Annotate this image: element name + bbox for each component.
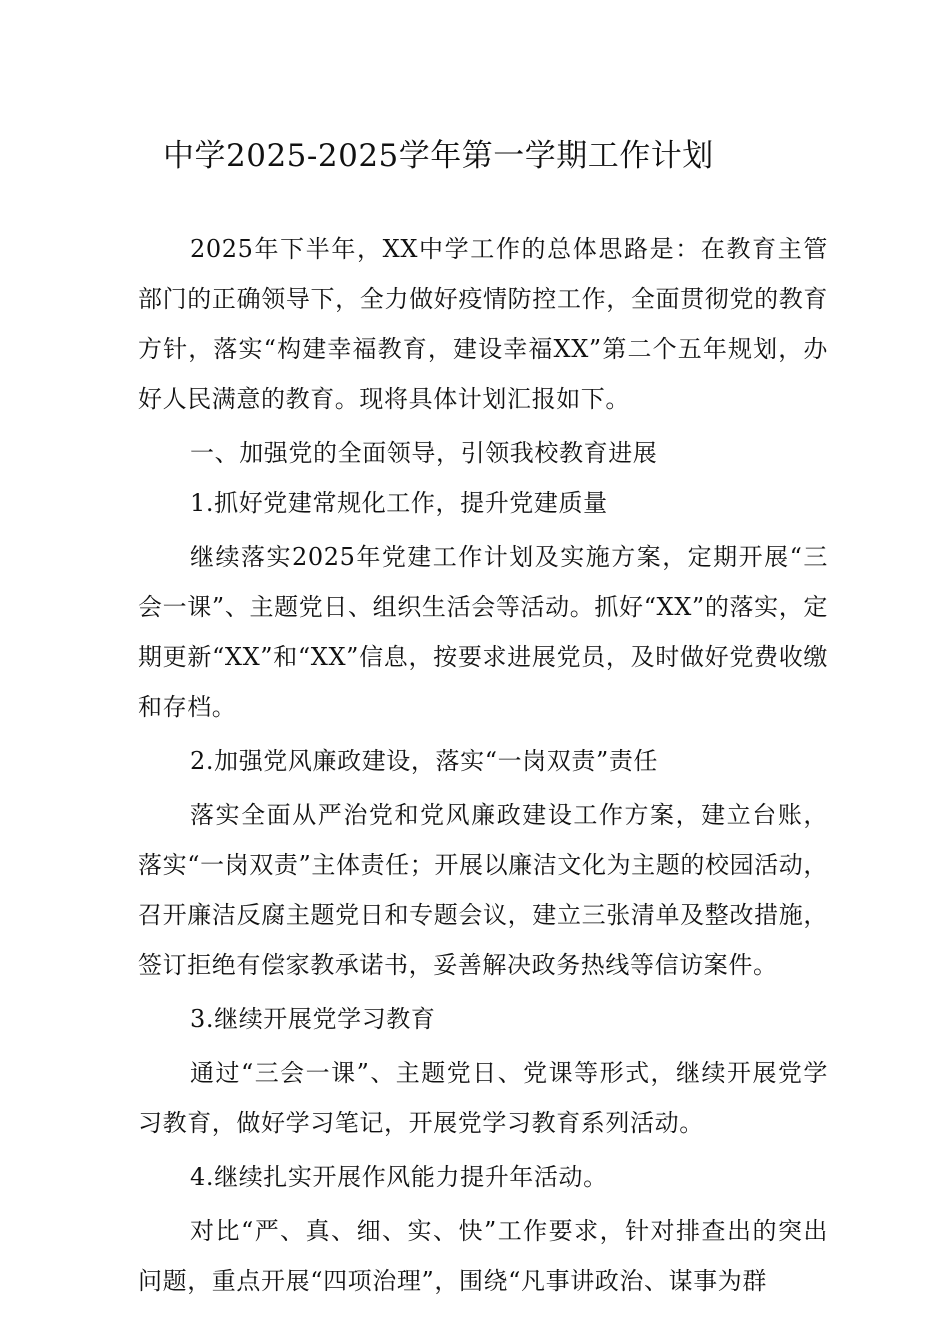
item-body-2: 落实全面从严治党和党风廉政建设工作方案，建立台账，落实“一岗双责”主体责任；开展以廉洁文化为主题的校园活动，召开廉洁反腐主题党日和专题会议，建立三张清单及整改措施，签订拒绝有偿家教承诺书，妥善解决政务热线等信访案件。 — [138, 801, 828, 979]
item-body-1: 继续落实2025年党建工作计划及实施方案，定期开展“三会一课”、主题党日、组织生活会等活动。抓好“XX”的落实，定期更新“XX”和“XX”信息，按要求进展党员，及时做好党费收缴和存档。 — [138, 543, 828, 721]
item-body-3: 通过“三会一课”、主题党日、党课等形式，继续开展党学习教育，做好学习笔记，开展党学习教育系列活动。 — [138, 1059, 828, 1137]
item-heading-4: 4.继续扎实开展作风能力提升年活动。 — [190, 1163, 608, 1191]
item-heading-3: 3.继续开展党学习教育 — [190, 1005, 436, 1033]
section-heading-1: 一、加强党的全面领导，引领我校教育进展 — [190, 439, 658, 467]
item-heading-2: 2.加强党风廉政建设，落实“一岗双责”责任 — [190, 747, 659, 775]
item-body-4: 对比“严、真、细、实、快”工作要求，针对排查出的突出问题，重点开展“四项治理”，围绕“凡事讲政治、谋事为群 — [138, 1217, 828, 1295]
intro-paragraph: 2025年下半年，XX中学工作的总体思路是：在教育主管部门的正确领导下，全力做好疫情防控工作，全面贯彻党的教育方针，落实“构建幸福教育，建设幸福XX”第二个五年规划，办好人民满意的教育。现将具体计划汇报如下。 — [138, 235, 828, 413]
document-title: 中学2025-2025学年第一学期工作计划 — [163, 138, 714, 174]
item-heading-1: 1.抓好党建常规化工作，提升党建质量 — [190, 489, 608, 517]
document-body — [138, 224, 828, 1306]
